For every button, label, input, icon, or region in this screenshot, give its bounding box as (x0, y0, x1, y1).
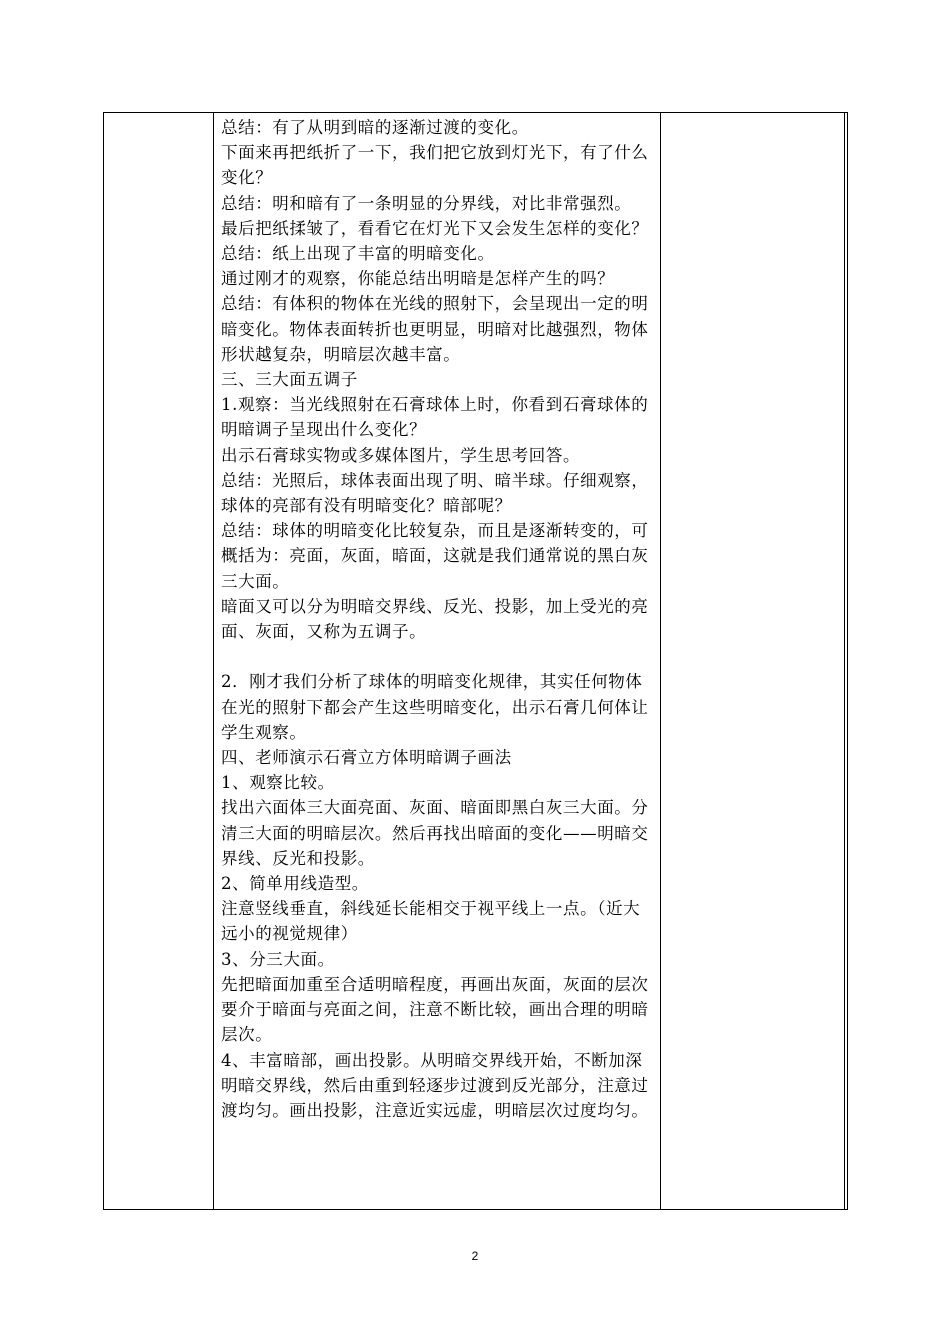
table-right-border-outer (847, 112, 848, 1210)
lesson-content-cell (221, 115, 657, 1123)
table-right-border-inner (844, 112, 845, 1210)
paragraph: 总结：有体积的物体在光线的照射下，会呈现出一定的明暗变化。物体表面转折也更明显，明暗对比越强烈，物体形状越复杂，明暗层次越丰富。 (221, 294, 649, 364)
step-heading: 1、观察比较。 (221, 773, 335, 793)
section-heading: 三、三大面五调子 (221, 370, 358, 390)
paragraph: 通过刚才的观察，你能总结出明暗是怎样产生的吗？ (221, 269, 615, 289)
section-heading: 四、老师演示石膏立方体明暗调子画法 (221, 748, 512, 768)
paragraph: 出示石膏球实物或多媒体图片，学生思考回答。 (221, 445, 581, 465)
paragraph: 总结：球体的明暗变化比较复杂，而且是逐渐转变的，可概括为：亮面，灰面，暗面，这就是我们通常说的黑白灰三大面。 (221, 521, 649, 591)
column-divider-1 (213, 112, 214, 1210)
lesson-table (103, 112, 848, 1210)
column-divider-2 (660, 112, 661, 1210)
step-heading: 3、分三大面。 (221, 949, 335, 969)
paragraph: 2．刚才我们分析了球体的明暗变化规律，其实任何物体在光的照射下都会产生这些明暗变化，出示石膏几何体让学生观察。 (221, 672, 649, 742)
paragraph: 总结：有了从明到暗的逐渐过渡的变化。 (221, 118, 529, 137)
step-heading: 2、简单用线造型。 (221, 874, 369, 894)
paragraph: 找出六面体三大面亮面、灰面、暗面即黑白灰三大面。分清三大面的明暗层次。然后再找出暗面的变化——明暗交界线、反光和投影。 (221, 798, 649, 868)
paragraph: 下面来再把纸折了一下，我们把它放到灯光下，有了什么变化？ (221, 143, 649, 188)
paragraph: 先把暗面加重至合适明暗程度，再画出灰面，灰面的层次要介于暗面与亮面之间，注意不断比较，画出合理的明暗层次。 (221, 974, 649, 1045)
table-top-border (103, 112, 848, 113)
blank-line (221, 644, 657, 669)
paragraph: 最后把纸揉皱了，看看它在灯光下又会发生怎样的变化？ (221, 218, 649, 238)
paragraph: 总结：纸上出现了丰富的明暗变化。 (221, 244, 495, 264)
page-number: 2 (471, 1249, 479, 1263)
paragraph: 注意竖线垂直，斜线延长能相交于视平线上一点。（近大远小的视觉规律） (221, 899, 641, 944)
table-bottom-border (103, 1209, 848, 1210)
paragraph: 总结：光照后，球体表面出现了明、暗半球。仔细观察，球体的亮部有没有明暗变化？暗部呢？ (221, 470, 649, 516)
paragraph: 4、丰富暗部，画出投影。从明暗交界线开始，不断加深明暗交界线，然后由重到轻逐步过渡到反光部分，注意过渡均匀。画出投影，注意近实远虚，明暗层次过度均匀。 (221, 1050, 649, 1120)
paragraph: 暗面又可以分为明暗交界线、反光、投影，加上受光的亮面、灰面，又称为五调子。 (221, 596, 649, 642)
paragraph: 总结：明和暗有了一条明显的分界线，对比非常强烈。 (221, 193, 632, 213)
paragraph: 1.观察：当光线照射在石膏球体上时，你看到石膏球体的明暗调子呈现出什么变化？ (221, 395, 649, 440)
table-left-border (103, 112, 104, 1210)
